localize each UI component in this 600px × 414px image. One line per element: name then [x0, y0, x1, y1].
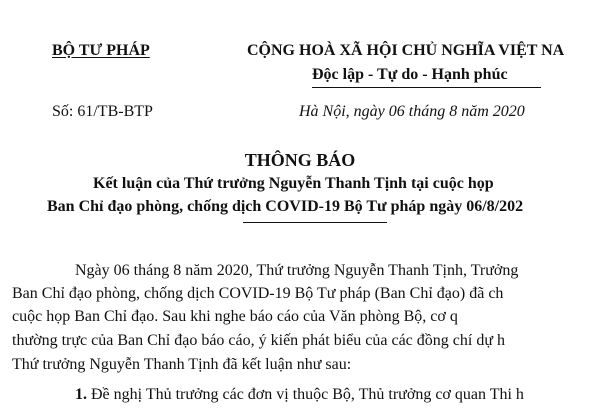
national-title: CỘNG HOÀ XÃ HỘI CHỦ NGHĨA VIỆT NA [247, 42, 565, 59]
document-subtitle-line-2: Ban Chỉ đạo phòng, chống dịch COVID-19 Bộ Tư pháp ngày 06/8/202 [47, 198, 524, 215]
document-number: Số: 61/TB-BTP [52, 103, 153, 120]
body-line: Thứ trưởng Nguyễn Thanh Tịnh đã kết luận như sau: [12, 356, 352, 373]
item-number: 1. [75, 386, 87, 403]
numbered-item-1 [75, 386, 524, 404]
national-motto: Độc lập - Tự do - Hạnh phúc [312, 66, 508, 83]
agency-name: BỘ TƯ PHÁP [52, 42, 150, 59]
place-and-date: Hà Nội, ngày 06 tháng 8 năm 2020 [299, 103, 525, 120]
body-line: Ngày 06 tháng 8 năm 2020, Thứ trưởng Nguyễn Thanh Tịnh, Trưởng [75, 262, 519, 279]
item-text: Đề nghị Thủ trưởng các đơn vị thuộc Bộ, Thủ trưởng cơ quan Thi h [87, 386, 524, 403]
body-line: thường trực của Ban Chỉ đạo báo cáo, ý kiến phát biểu của các đồng chí dự h [12, 332, 505, 349]
body-line: Ban Chỉ đạo phòng, chống dịch COVID-19 Bộ Tư pháp (Ban Chỉ đạo) đã ch [12, 285, 504, 302]
title-divider [243, 222, 387, 223]
motto-underline [312, 87, 541, 88]
body-line: cuộc họp Ban Chỉ đạo. Sau khi nghe báo cáo của Văn phòng Bộ, cơ q [12, 308, 458, 325]
document-title: THÔNG BÁO [244, 150, 356, 170]
document-subtitle-line-1: Kết luận của Thứ trưởng Nguyễn Thanh Tịnh tại cuộc họp [93, 175, 494, 192]
